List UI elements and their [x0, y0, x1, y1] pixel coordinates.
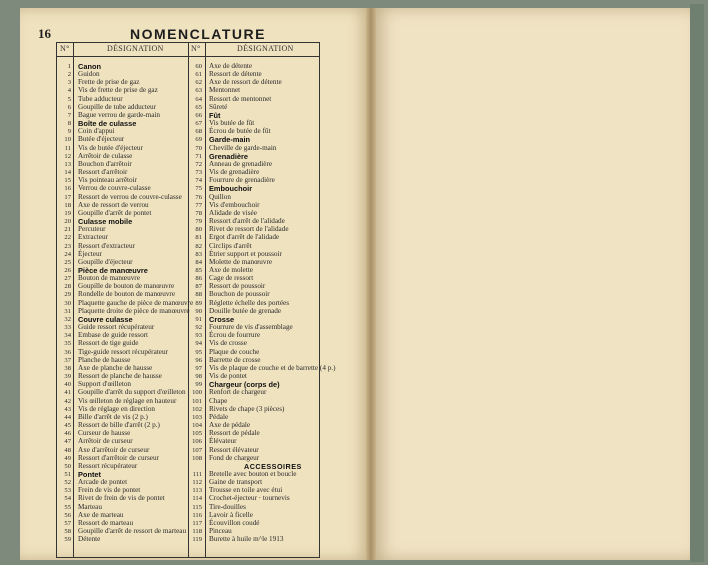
book-gutter — [366, 8, 376, 560]
item-designation: Axe de ressort de verrou — [78, 200, 149, 209]
item-number: 88 — [195, 291, 202, 299]
item-designation: Ressort d'arrêtoir de curseur — [78, 453, 159, 462]
item-number: 45 — [64, 422, 71, 430]
item-number: 112 — [192, 479, 202, 487]
item-designation: Garde-main — [209, 135, 251, 145]
table-row — [188, 430, 319, 438]
item-designation: Vis pointeau arrêtoir — [78, 176, 138, 185]
item-designation: Axe de molette — [209, 266, 253, 274]
item-designation: Ressort de verrou de couvre-culasse — [78, 192, 182, 201]
item-number: 33 — [64, 324, 71, 332]
item-number: 6 — [67, 103, 71, 111]
item-number: 29 — [64, 291, 71, 299]
table-row — [188, 267, 319, 275]
item-number: 58 — [64, 528, 71, 536]
item-number: 19 — [64, 209, 71, 217]
item-designation: Écrou de fourrure — [209, 331, 261, 340]
item-number: 87 — [195, 283, 202, 291]
table-row — [188, 104, 319, 112]
page-title: NOMENCLATURE — [130, 26, 266, 42]
item-designation: Bouton de manœuvre — [78, 274, 140, 283]
item-number: 13 — [64, 160, 71, 168]
item-number: 16 — [64, 185, 71, 193]
item-number: 104 — [192, 422, 202, 430]
item-designation: Couvre culasse — [78, 314, 133, 324]
table-row — [188, 504, 319, 512]
item-number: 17 — [64, 193, 71, 201]
item-designation: Crosse — [209, 314, 235, 324]
item-number: 21 — [64, 226, 71, 234]
item-number: 117 — [192, 519, 202, 527]
item-number: 85 — [195, 267, 202, 274]
item-number: 107 — [192, 446, 202, 454]
table-row — [188, 128, 319, 136]
item-designation: Goupille de tube adducteur — [78, 102, 157, 111]
item-number: 118 — [192, 528, 202, 536]
table-row — [57, 218, 188, 226]
item-number: 34 — [64, 332, 71, 340]
item-designation: Circlips d'arrêt — [209, 241, 252, 250]
item-designation: Écouvillon coudé — [209, 518, 260, 527]
item-number: 64 — [195, 95, 202, 103]
item-number: 114 — [192, 495, 202, 503]
item-designation: Ressort de planche de hausse — [78, 372, 162, 381]
item-number: 28 — [64, 283, 71, 291]
item-number: 98 — [195, 373, 202, 381]
item-number: 105 — [192, 430, 202, 438]
item-number: 3 — [67, 79, 71, 87]
item-designation: Fond de chargeur — [209, 453, 260, 462]
item-designation: Vis butée de fût — [209, 119, 255, 128]
table-row — [188, 234, 319, 242]
item-designation: Crochet-éjecteur · tournevis — [209, 494, 290, 503]
item-designation: Butée d'éjecteur — [78, 135, 125, 144]
item-designation: Rivets de chape (3 pièces) — [209, 404, 285, 413]
item-designation: Fût — [209, 110, 221, 120]
item-designation: Éjecteur — [78, 249, 102, 258]
item-designation: Ressort de pédale — [209, 429, 260, 438]
header-designation-right: DÉSIGNATION — [237, 44, 294, 53]
item-designation: Arcade de pontet — [78, 478, 128, 487]
item-designation: Pièce de manœuvre — [78, 266, 148, 275]
item-designation: Vis de réglage en direction — [78, 404, 156, 413]
item-number: 115 — [192, 503, 202, 511]
table-row — [188, 363, 336, 373]
item-designation: Embouchoir — [209, 184, 253, 194]
item-number: 76 — [195, 193, 202, 201]
item-number: 15 — [64, 177, 71, 185]
item-number: 47 — [64, 438, 71, 446]
item-designation: Bretelle avec bouton et boucle — [209, 470, 297, 478]
item-number: 38 — [64, 364, 71, 372]
item-designation: Ressort d'arrêtoir — [78, 168, 128, 177]
item-designation: Coin d'appui — [78, 127, 115, 136]
item-designation: Rivet de frein de vis de pontet — [78, 494, 165, 503]
item-number: 100 — [192, 389, 202, 397]
item-designation: Percuteur — [78, 225, 106, 234]
item-designation: Embase de guide ressort — [78, 331, 149, 340]
item-number: 91 — [195, 315, 202, 323]
item-designation: Axe d'arrêtoir de curseur — [78, 445, 150, 454]
item-number: 78 — [195, 209, 202, 217]
item-number: 35 — [64, 340, 71, 348]
item-designation: Cage de ressort — [209, 274, 254, 283]
item-number: 1 — [67, 63, 71, 70]
item-designation: Vis de grenadière — [209, 168, 260, 177]
table-row — [188, 332, 319, 340]
item-number: 113 — [192, 487, 202, 495]
item-number: 37 — [64, 356, 71, 364]
item-designation: Douille butée de grenade — [209, 306, 282, 315]
item-number: 8 — [67, 120, 71, 128]
item-designation: Plaque de couche — [209, 347, 260, 356]
table-row — [188, 414, 319, 422]
header-no-right: N° — [191, 44, 201, 53]
item-designation: Tire-douilles — [209, 502, 246, 511]
item-designation: Culasse mobile — [78, 217, 133, 227]
item-designation: Bague verrou de garde-main — [78, 110, 161, 119]
item-number: 30 — [64, 299, 71, 307]
table-row — [188, 96, 319, 104]
item-designation: Bille d'arrêt de vis (2 p.) — [78, 412, 148, 421]
item-designation: Goupille d'éjecteur — [78, 257, 133, 266]
item-designation: Support d'œilleton — [78, 380, 132, 389]
item-number: 96 — [195, 356, 202, 364]
item-number: 12 — [64, 152, 71, 160]
item-designation: Tige-guide ressort récupérateur — [78, 347, 168, 356]
item-designation: Extracteur — [78, 233, 108, 242]
item-number: 71 — [195, 152, 202, 160]
item-number: 62 — [195, 79, 202, 87]
item-number: 44 — [64, 413, 71, 421]
item-number: 25 — [64, 258, 71, 266]
item-designation: Vis de plaque de couche et de barrette (4 p.) — [209, 363, 336, 372]
item-number: 48 — [64, 446, 71, 454]
item-designation: Goupille d'arrêt du support d'œilleton — [78, 388, 186, 397]
item-number: 31 — [64, 307, 71, 315]
item-number: 72 — [195, 160, 202, 168]
item-designation: Fourrure de grenadière — [209, 176, 275, 185]
item-designation: Goupille d'arrêt de pontet — [78, 208, 152, 217]
item-designation: Chape — [209, 396, 228, 405]
item-number: 89 — [195, 299, 202, 307]
item-number: 79 — [195, 218, 202, 226]
item-designation: Ressort de détente — [209, 70, 262, 79]
item-designation: Gaine de transport — [209, 478, 263, 487]
item-designation: Ressort de tige guide — [78, 339, 139, 348]
item-number: 63 — [195, 87, 202, 95]
item-designation: Vis œilleton de réglage en hauteur — [78, 396, 177, 405]
item-designation: Écrou de butée de fût — [209, 127, 271, 136]
item-number: 42 — [64, 397, 71, 405]
table-row — [57, 495, 188, 503]
item-number: 27 — [64, 275, 71, 283]
book-cover-edge — [690, 4, 704, 562]
item-number: 20 — [64, 218, 71, 226]
item-number: 5 — [67, 95, 71, 103]
item-designation: Barrette de crosse — [209, 355, 261, 364]
page-number: 16 — [38, 26, 51, 41]
item-designation: Ressort récupérateur — [78, 461, 138, 470]
item-designation: Planche de hausse — [78, 355, 131, 364]
item-designation: Rondelle de bouton de manœuvre — [78, 290, 176, 299]
item-number: 57 — [64, 519, 71, 527]
item-designation: Mentonnet — [209, 86, 241, 95]
table-row — [188, 145, 319, 153]
header-designation-left: DÉSIGNATION — [107, 44, 164, 53]
item-designation: Boîte de culasse — [78, 119, 137, 129]
item-number: 75 — [195, 185, 202, 193]
item-number: 116 — [192, 511, 202, 519]
item-designation: Axe de pédale — [209, 421, 251, 430]
item-designation: Frette de prise de gaz — [78, 78, 140, 87]
table-row — [188, 520, 319, 528]
item-number: 36 — [64, 348, 71, 356]
item-designation: Lavoir à ficelle — [209, 510, 253, 519]
item-number: 55 — [64, 503, 71, 511]
table-row — [188, 495, 319, 503]
item-number: 61 — [195, 71, 202, 79]
item-designation: Axe de planche de hausse — [78, 363, 153, 372]
item-number: 81 — [195, 234, 202, 242]
item-number: 73 — [195, 169, 202, 177]
item-number: 56 — [64, 511, 71, 519]
table-row — [188, 389, 319, 397]
item-number: 111 — [192, 471, 202, 478]
item-designation: Arrêtoir de culasse — [78, 151, 133, 160]
item-number: 53 — [64, 487, 71, 495]
item-designation: Réglette échelle des portées — [209, 298, 290, 307]
item-number: 90 — [195, 307, 202, 315]
item-number: 11 — [64, 144, 71, 152]
item-designation: Ressort de marteau — [78, 518, 134, 527]
item-number: 70 — [195, 144, 202, 152]
item-designation: Canon — [78, 62, 101, 71]
right-page-blank — [372, 8, 690, 560]
item-designation: Détente — [78, 535, 101, 544]
item-designation: Tube adducteur — [78, 94, 123, 103]
item-number: 102 — [192, 405, 202, 413]
item-designation: Ressort d'arrêt de l'alidade — [209, 217, 285, 226]
item-designation: Ressort d'extracteur — [78, 241, 135, 250]
item-designation: Arrêtoir de curseur — [78, 437, 133, 446]
item-designation: Rivet de ressort de l'alidade — [209, 225, 289, 234]
table-row — [57, 226, 188, 234]
item-designation: Grenadière — [209, 151, 249, 161]
item-number: 22 — [64, 234, 71, 242]
table-row — [57, 528, 188, 536]
item-number: 82 — [195, 242, 202, 250]
table-row — [188, 79, 319, 87]
item-number: 52 — [64, 479, 71, 487]
table-row — [57, 63, 188, 71]
item-designation: Ressort élévateur — [209, 445, 259, 454]
item-designation: Renfort de chargeur — [209, 388, 267, 397]
item-designation: Frein de vis de pontet — [78, 486, 141, 495]
item-designation: Pédale — [209, 412, 229, 421]
item-number: 103 — [192, 413, 202, 421]
item-designation: Élévateur — [209, 437, 237, 446]
item-number: 92 — [195, 324, 202, 332]
item-number: 43 — [64, 405, 71, 413]
item-designation: Plaquette gauche de pièce de manœuvre — [78, 298, 194, 307]
item-designation: Axe de ressort de détente — [209, 78, 282, 87]
nomenclature-table — [56, 42, 336, 558]
item-designation: Vis de butée d'éjecteur — [78, 143, 143, 152]
item-number: 65 — [195, 103, 202, 111]
item-number: 83 — [195, 250, 202, 258]
table-row — [188, 177, 319, 185]
item-designation: Quillon — [209, 192, 231, 201]
item-number: 74 — [195, 177, 202, 185]
item-designation: Bouchon d'arrêtoir — [78, 159, 132, 168]
item-designation: Verrou de couvre-culasse — [78, 184, 151, 193]
item-number: 49 — [64, 454, 71, 462]
table-row — [57, 120, 188, 128]
item-designation: Vis de pontet — [209, 372, 247, 381]
item-number: 94 — [195, 340, 202, 348]
item-designation: Ergot d'arrêt de l'alidade — [209, 233, 280, 242]
item-number: 39 — [64, 373, 71, 381]
item-number: 32 — [64, 315, 71, 323]
item-number: 95 — [195, 348, 202, 356]
item-number: 2 — [67, 71, 71, 79]
item-number: 18 — [64, 201, 71, 209]
item-designation: Plaquette droite de pièce de manœuvre — [78, 306, 190, 315]
item-designation: Pontet — [78, 470, 101, 479]
item-number: 26 — [64, 267, 71, 274]
item-number: 60 — [195, 63, 202, 70]
table-row — [188, 185, 319, 193]
header-rule — [57, 56, 319, 57]
item-designation: Guidon — [78, 70, 100, 79]
item-designation: Vis de crosse — [209, 339, 247, 348]
table-row — [188, 536, 319, 544]
item-number: 54 — [64, 495, 71, 503]
item-designation: Ressort de mentonnet — [209, 94, 272, 103]
item-number: 59 — [64, 536, 71, 544]
item-designation: Chargeur (corps de) — [209, 380, 280, 390]
item-number: 97 — [195, 364, 202, 372]
item-designation: Marteau — [78, 502, 102, 511]
item-number: 68 — [195, 128, 202, 136]
item-designation: Fourrure de vis d'assemblage — [209, 323, 293, 332]
item-designation: Burette à huile m^le 1913 — [209, 535, 284, 544]
item-designation: Axe de détente — [209, 62, 253, 70]
item-number: 119 — [192, 536, 202, 544]
item-number: 7 — [67, 111, 71, 119]
item-designation: Pinceau — [209, 527, 232, 536]
item-number: 40 — [64, 381, 71, 389]
item-designation: Curseur de hausse — [78, 429, 131, 438]
item-designation: Trousse en toile avec étui — [209, 486, 283, 495]
item-designation: Ressort de poussoir — [209, 282, 266, 291]
table-row — [57, 536, 188, 544]
item-designation: Molette de manœuvre — [209, 257, 273, 266]
item-number: 80 — [195, 226, 202, 234]
item-designation: Sûreté — [209, 102, 228, 111]
item-number: 46 — [64, 430, 71, 438]
item-number: 106 — [192, 438, 202, 446]
item-number: 101 — [192, 397, 202, 405]
item-designation: Étrier support et poussoir — [209, 249, 282, 258]
item-number: 93 — [195, 332, 202, 340]
item-number: 99 — [195, 381, 202, 389]
item-number: 108 — [192, 454, 202, 462]
table-row — [188, 406, 319, 414]
item-number: 67 — [195, 120, 202, 128]
item-designation: Axe de marteau — [78, 510, 124, 519]
header-no-left: N° — [60, 44, 70, 53]
item-designation: Vis de frette de prise de gaz — [78, 86, 158, 95]
item-number: 14 — [64, 169, 71, 177]
item-number: 23 — [64, 242, 71, 250]
table-row — [188, 308, 319, 316]
item-designation: Goupille de bouton de manœuvre — [78, 282, 175, 291]
item-number: 69 — [195, 136, 202, 144]
item-designation: Alidade de visée — [209, 208, 257, 217]
item-number: 66 — [195, 111, 202, 119]
item-designation: Guide ressort récupérateur — [78, 323, 155, 332]
item-designation: Ressort de bille d'arrêt (2 p.) — [78, 421, 160, 430]
item-number: 9 — [67, 128, 71, 136]
item-number: 77 — [195, 201, 202, 209]
item-number: 4 — [67, 87, 71, 95]
item-designation: Vis d'embouchoir — [209, 200, 260, 209]
table-row — [57, 463, 188, 471]
item-number: 84 — [195, 258, 202, 266]
table-row — [57, 243, 188, 251]
table-row — [188, 259, 319, 267]
item-designation: Bouchon de poussoir — [209, 290, 270, 299]
item-number: 24 — [64, 250, 71, 258]
item-designation: Cheville de garde-main — [209, 143, 277, 152]
item-designation: Anneau de grenadière — [209, 159, 273, 168]
item-number: 41 — [64, 389, 71, 397]
item-number: 10 — [64, 136, 71, 144]
item-number: 86 — [195, 275, 202, 283]
item-designation: Goupille d'arrêt de ressort de marteau — [78, 527, 187, 536]
item-designation: ACCESSOIRES — [244, 461, 302, 471]
item-number: 50 — [64, 462, 71, 470]
item-number: 51 — [64, 471, 71, 478]
